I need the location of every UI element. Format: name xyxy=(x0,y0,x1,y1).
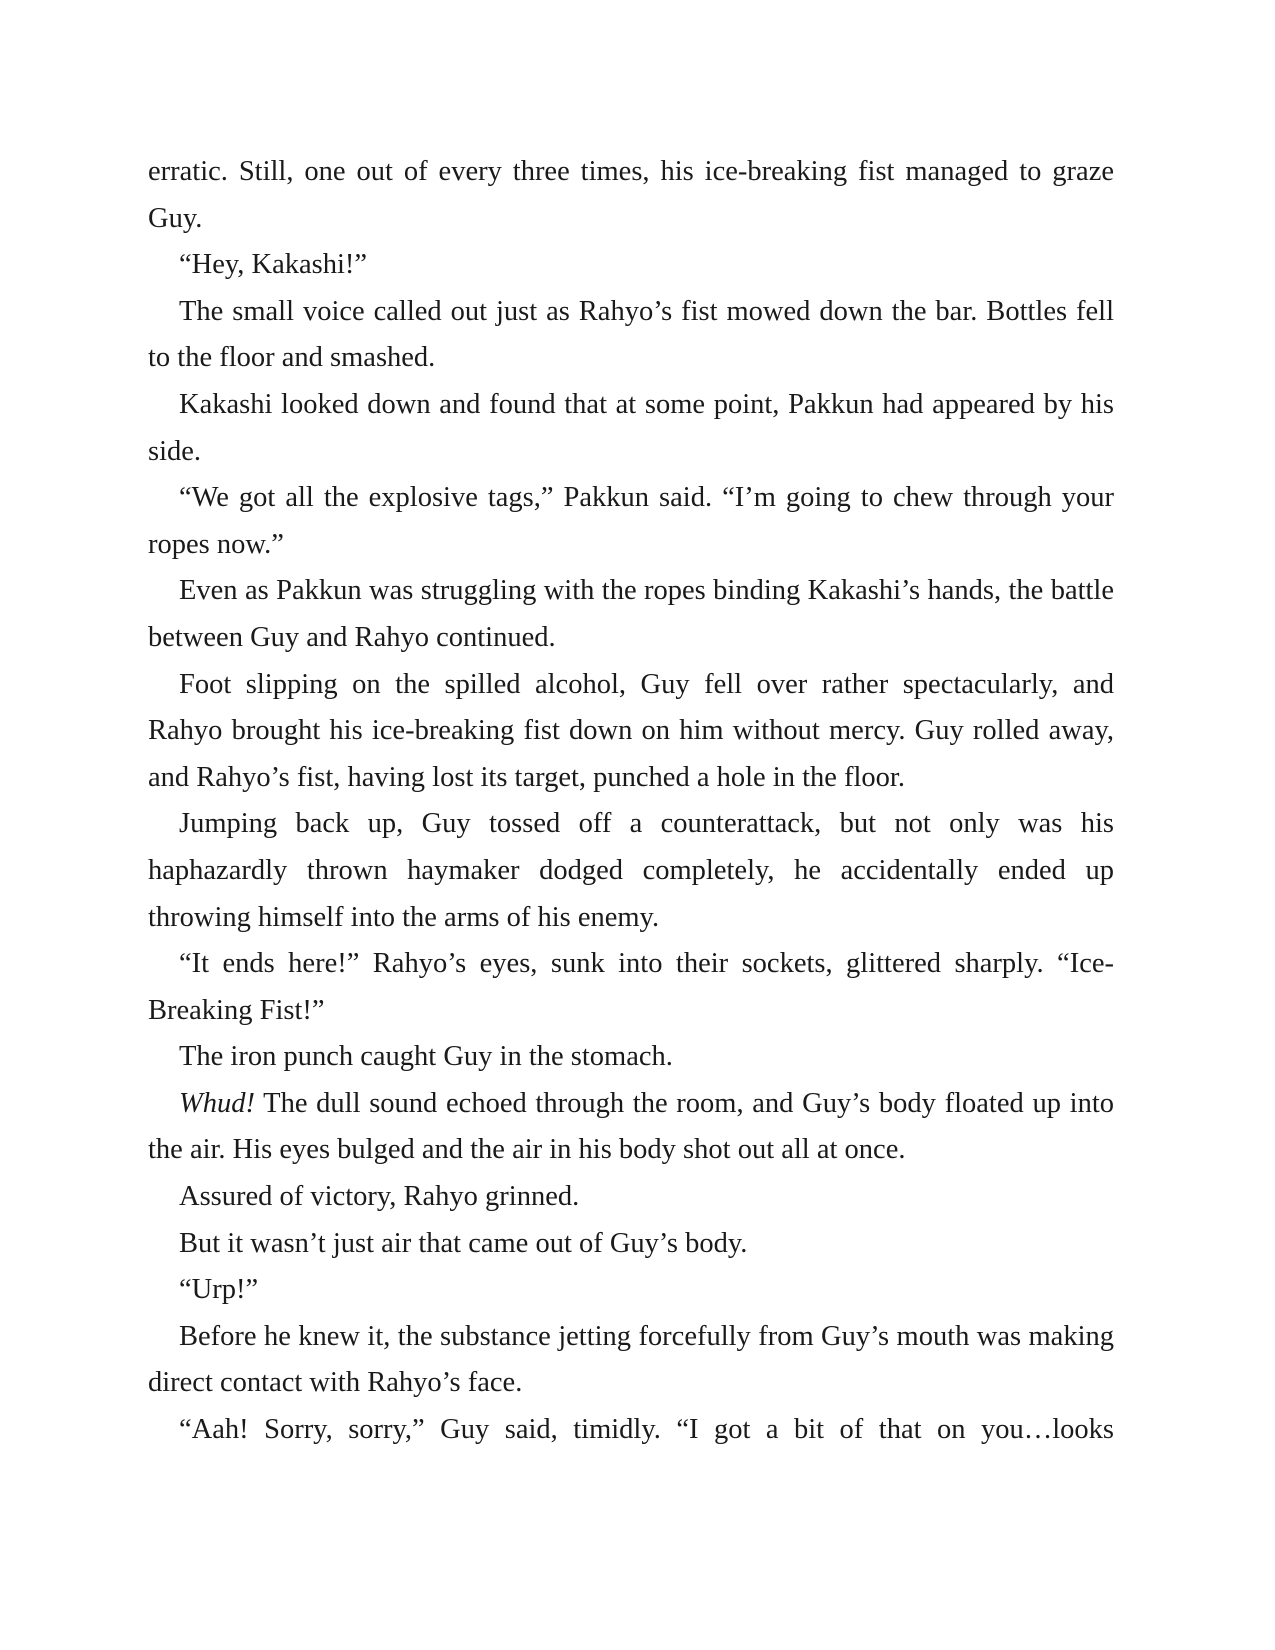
paragraph-4: Kakashi looked down and found that at some point, Pakkun had appeared by his side. xyxy=(148,388,1114,467)
paragraph-6: Even as Pakkun was struggling with the ropes binding Kakashi’s hands, the battle between Guy and Rahyo continued. xyxy=(148,575,1114,653)
paragraph-12: Assured of victory, Rahyo grinned. xyxy=(179,1181,580,1213)
book-page-text xyxy=(148,149,1114,1454)
paragraph-16: “Aah! Sorry, sorry,” Guy said, timidly. “I got a bit of that on you…looks xyxy=(179,1414,1114,1446)
paragraph-2: “Hey, Kakashi!” xyxy=(179,249,368,281)
paragraph-9: “It ends here!” Rahyo’s eyes, sunk into their sockets, glittered sharply. “Ice-Breaking Fist!” xyxy=(148,948,1114,1026)
paragraph-1: erratic. Still, one out of every three times, his ice-breaking fist managed to graze Guy. xyxy=(148,156,1114,234)
paragraph-14: “Urp!” xyxy=(179,1274,259,1306)
paragraph-11-text: The dull sound echoed through the room, and Guy’s body floated up into the air. His eyes bulged and the air in his body shot out all at once. xyxy=(148,1087,1114,1166)
paragraph-5: “We got all the explosive tags,” Pakkun said. “I’m going to chew through your ropes now.” xyxy=(148,482,1114,560)
paragraph-11 xyxy=(148,1081,1114,1174)
paragraph-8: Jumping back up, Guy tossed off a counterattack, but not only was his haphazardly thrown haymaker dodged completely, he accidentally ended up throwing himself into the arms of his enemy. xyxy=(148,808,1114,933)
paragraph-15: Before he knew it, the substance jetting forcefully from Guy’s mouth was making direct contact with Rahyo’s face. xyxy=(148,1320,1114,1399)
sound-effect-italic: Whud! xyxy=(179,1087,255,1119)
paragraph-7: Foot slipping on the spilled alcohol, Guy fell over rather spectacularly, and Rahyo brought his ice-breaking fist down on him without mercy. Guy rolled away, and Rahyo’s fist, having lost its target, punched a hole in the floor. xyxy=(148,668,1114,793)
paragraph-13: But it wasn’t just air that came out of Guy’s body. xyxy=(179,1227,748,1259)
paragraph-10: The iron punch caught Guy in the stomach. xyxy=(179,1041,673,1073)
paragraph-3: The small voice called out just as Rahyo’s fist mowed down the bar. Bottles fell to the floor and smashed. xyxy=(148,295,1114,374)
